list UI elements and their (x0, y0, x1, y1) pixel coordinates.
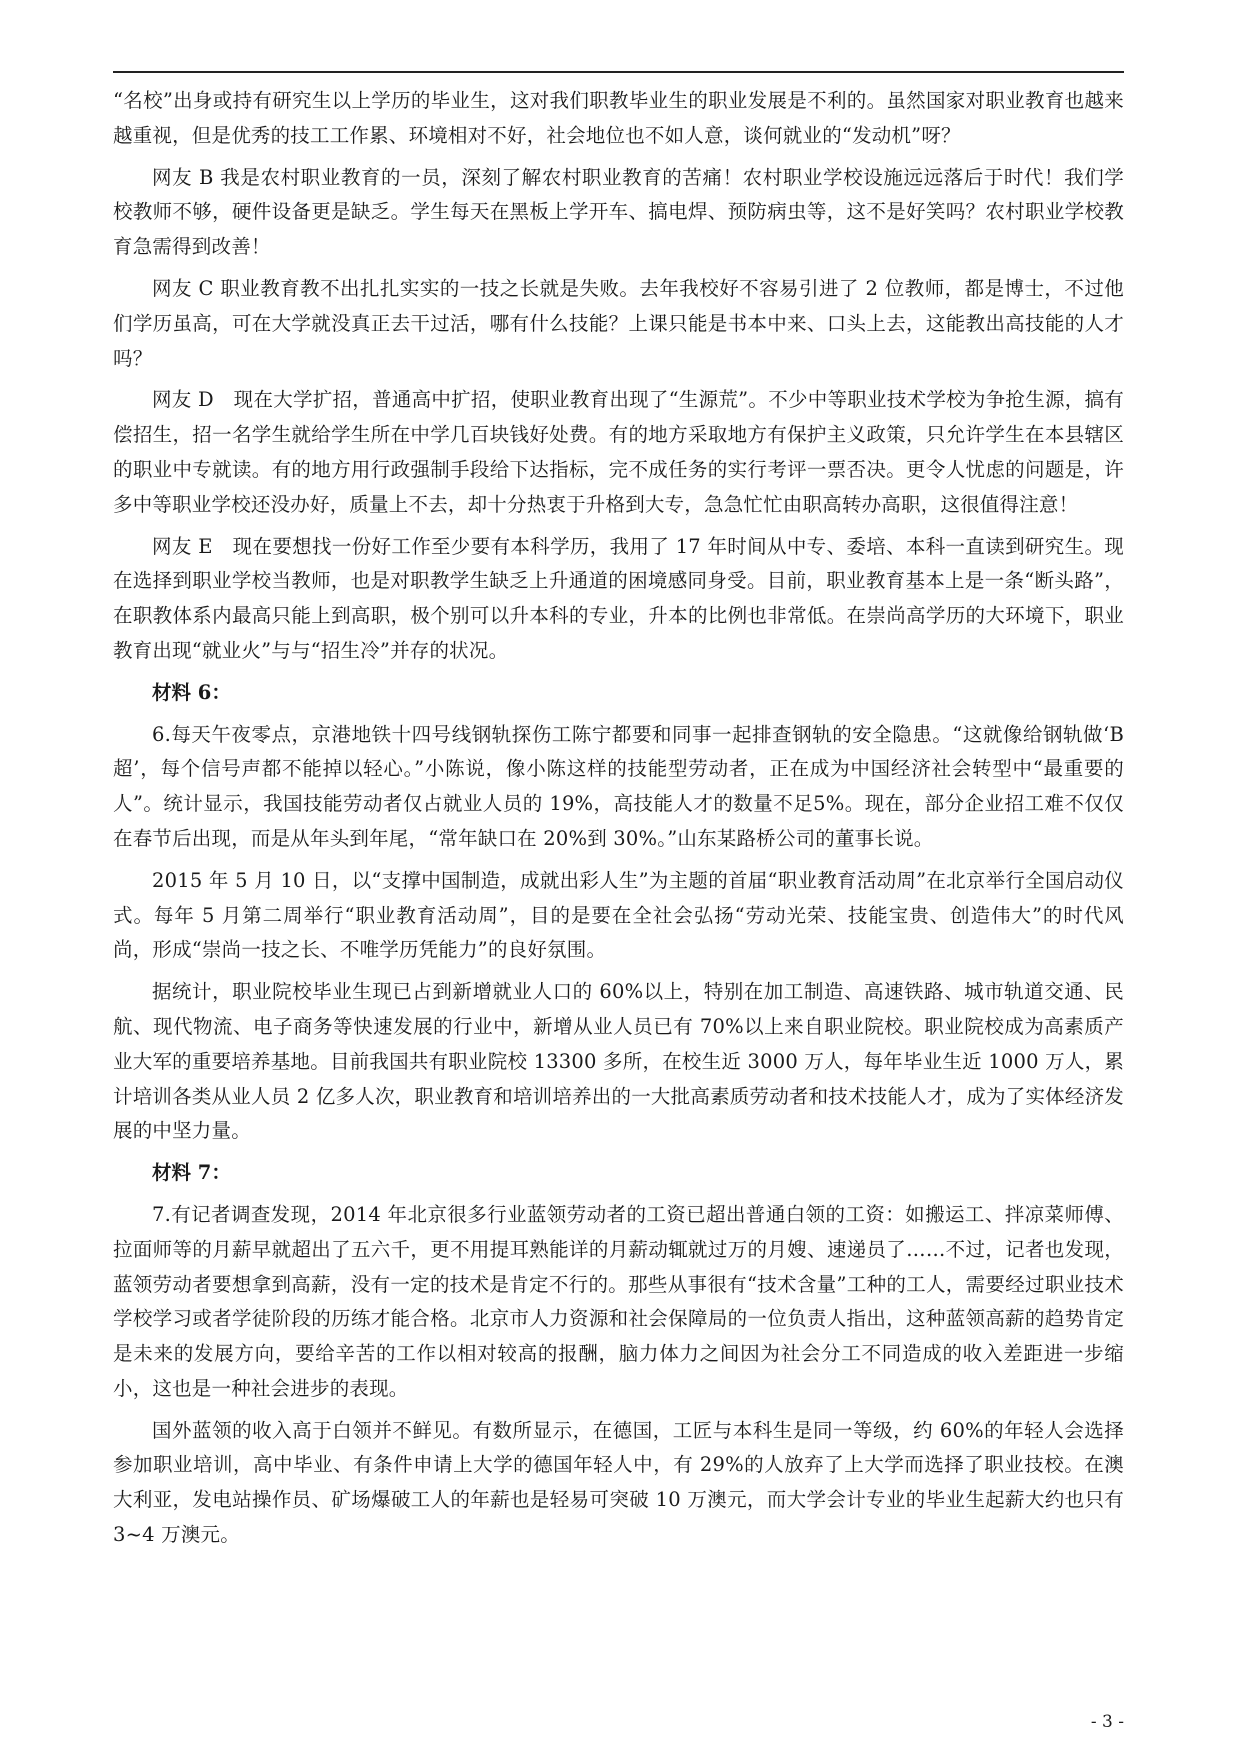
page-number: - 3 - (1090, 1712, 1124, 1732)
section-heading-material-6: 材料 6： (152, 680, 231, 704)
paragraph-intro-continued: “名校”出身或持有研究生以上学历的毕业生，这对我们职教毕业生的职业发展是不利的。虽然国家对职业教育也越来越重视，但是优秀的技工工作累、环境相对不好，社会地位也不如人意，谈何就业的“发动机”呀？ (113, 89, 1124, 147)
section-heading-material-7: 材料 7： (152, 1161, 231, 1185)
paragraph-material-6-activity-week: 2015 年 5 月 10 日，以“支撑中国制造，成就出彩人生”为主题的首届“职业教育活动周”在北京举行全国启动仪式。每年 5 月第二周举行“职业教育活动周”，目的是要在全社会弘扬“劳动光荣、技能宝贵、创造伟大”的时代风尚，形成“崇尚一技之长、不唯学历凭能力”的良好氛围。 (113, 868, 1124, 962)
paragraph-material-7-abroad: 国外蓝领的收入高于白领并不鲜见。有数所显示，在德国，工匠与本科生是同一等级，约 60%的年轻人会选择参加职业培训，高中毕业、有条件申请上大学的德国年轻人中，有 29%的人放弃了上大学而选择了职业技校。在澳大利亚，发电站操作员、矿场爆破工人的年薪也是轻易可突破 10 万澳元，而大学会计专业的毕业生起薪大约也只有 3~4 万澳元。 (113, 1418, 1124, 1547)
paragraph-material-7-blue-collar: 7.有记者调查发现，2014 年北京很多行业蓝领劳动者的工资已超出普通白领的工资：如搬运工、拌凉菜师傅、拉面师等的月薪早就超出了五六千，更不用提耳熟能详的月薪动辄就过万的月嫂、速递员了……不过，记者也发现，蓝领劳动者要想拿到高薪，没有一定的技术是肯定不行的。那些从事很有“技术含量”工种的工人，需要经过职业技术学校学习或者学徒阶段的历练才能合格。北京市人力资源和社会保障局的一位负责人指出，这种蓝领高薪的趋势肯定是未来的发展方向，要给辛苦的工作以相对较高的报酬，脑力体力之间因为社会分工不同造成的收入差距进一步缩小，这也是一种社会进步的表现。 (113, 1202, 1124, 1400)
document-body (113, 84, 1124, 1560)
paragraph-material-6-rail: 6.每天午夜零点，京港地铁十四号线钢轨探伤工陈宁都要和同事一起排查钢轨的安全隐患。“这就像给钢轨做‘B 超’，每个信号声都不能掉以轻心。”小陈说，像小陈这样的技能型劳动者，正在成为中国经济社会转型中“最重要的人”。统计显示，我国技能劳动者仅占就业人员的 19%，高技能人才的数量不足5%。现在，部分企业招工难不仅仅在春节后出现，而是从年头到年尾，“常年缺口在 20%到 30%。”山东某路桥公司的董事长说。 (113, 722, 1124, 850)
paragraph-netizen-c: 网友 C 职业教育教不出扎扎实实的一技之长就是失败。去年我校好不容易引进了 2 位教师，都是博士，不过他们学历虽高，可在大学就没真正去干过活，哪有什么技能？上课只能是书本中来、口头上去，这能教出高技能的人才吗？ (113, 276, 1124, 370)
paragraph-netizen-e: 网友 E 现在要想找一份好工作至少要有本科学历，我用了 17 年时间从中专、委培、本科一直读到研究生。现在选择到职业学校当教师，也是对职教学生缺乏上升通道的困境感同身受。目前，职业教育基本上是一条“断头路”，在职教体系内最高只能上到高职，极个别可以升本科的专业，升本的比例也非常低。在崇尚高学历的大环境下，职业教育出现“就业火”与与“招生冷”并存的状况。 (113, 534, 1124, 662)
paragraph-netizen-d: 网友 D 现在大学扩招，普通高中扩招，使职业教育出现了“生源荒”。不少中等职业技术学校为争抢生源，搞有偿招生，招一名学生就给学生所在中学几百块钱好处费。有的地方采取地方有保护主义政策，只允许学生在本县辖区的职业中专就读。有的地方用行政强制手段给下达指标，完不成任务的实行考评一票否决。更令人忧虑的问题是，许多中等职业学校还没办好，质量上不去，却十分热衷于升格到大专，急急忙忙由职高转办高职，这很值得注意！ (113, 388, 1124, 516)
paragraph-netizen-b: 网友 B 我是农村职业教育的一员，深刻了解农村职业教育的苦痛！农村职业学校设施远远落后于时代！我们学校教师不够，硬件设备更是缺乏。学生每天在黑板上学开车、搞电焊、预防病虫等，这不是好笑吗？农村职业学校教育急需得到改善！ (113, 165, 1124, 259)
paragraph-material-6-statistics: 据统计，职业院校毕业生现已占到新增就业人口的 60%以上，特别在加工制造、高速铁路、城市轨道交通、民航、现代物流、电子商务等快速发展的行业中，新增从业人员已有 70%以上来自职业院校。职业院校成为高素质产业大军的重要培养基地。目前我国共有职业院校 13300 多所，在校生近 3000 万人，每年毕业生近 1000 万人，累计培训各类从业人员 2 亿多人次，职业教育和培训培养出的一大批高素质劳动者和技术技能人才，成为了实体经济发展的中坚力量。 (113, 980, 1124, 1143)
header-rule (113, 71, 1124, 73)
